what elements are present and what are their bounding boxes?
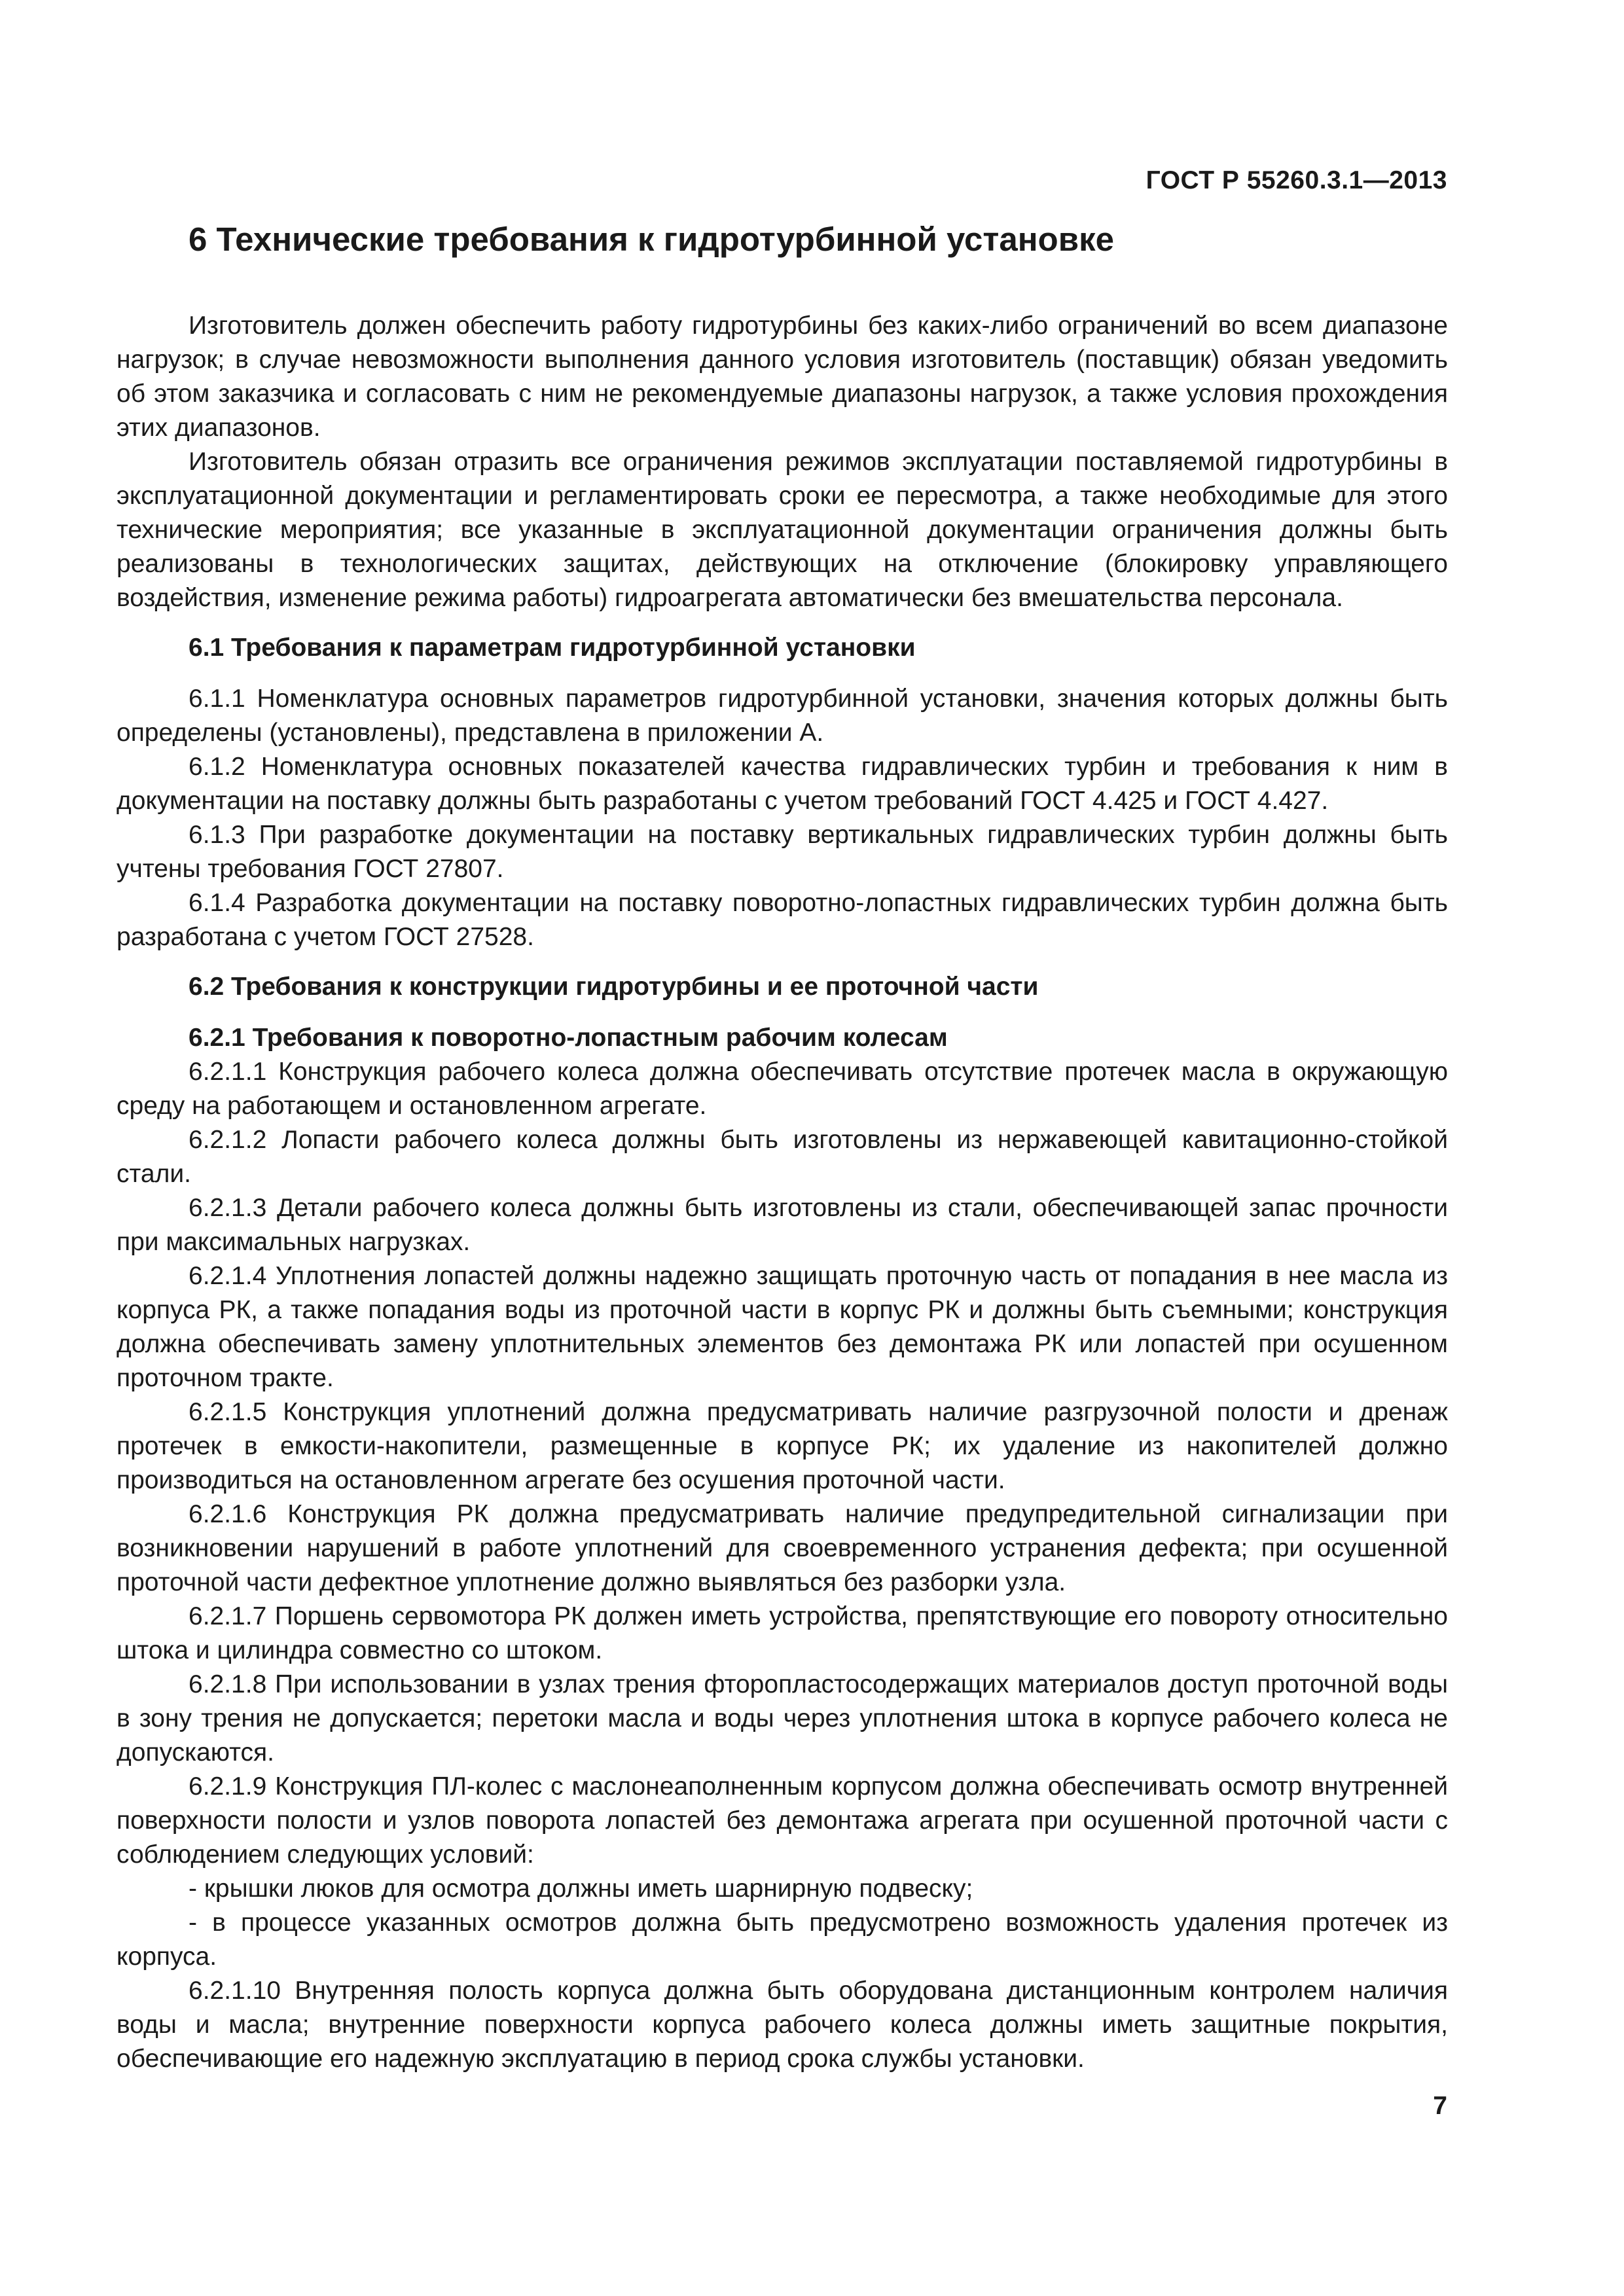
paragraph: 6.2.1.2 Лопасти рабочего колеса должны быть изготовлены из нержавеющей кавитационно-стойкой стали. bbox=[117, 1126, 1448, 1188]
paragraph: 6.2.1.3 Детали рабочего колеса должны быть изготовлены из стали, обеспечивающей запас прочности при максимальных нагрузках. bbox=[117, 1194, 1448, 1256]
page-content bbox=[117, 220, 1448, 2076]
list-item: - в процессе указанных осмотров должна быть предусмотрено возможность удаления протечек из корпуса. bbox=[117, 1909, 1448, 1971]
paragraph: 6.2.1.10 Внутренняя полость корпуса должна быть оборудована дистанционным контролем наличия воды и масла; внутренние поверхности корпуса рабочего колеса должны иметь защитные покрытия, обеспечивающие его надежную эксплуатацию в период срока службы установки. bbox=[117, 1977, 1448, 2073]
subsubsection-title: 6.2.1 Требования к поворотно-лопастным рабочим колесам bbox=[189, 1024, 948, 1052]
paragraph: 6.2.1.9 Конструкция ПЛ-колес с маслонеаполненным корпусом должна обеспечивать осмотр внутренней поверхности полости и узлов поворота лопастей без демонтажа агрегата при осушенной проточной части с соблюдением следующих условий: bbox=[117, 1772, 1448, 1869]
paragraph: 6.1.4 Разработка документации на поставку поворотно-лопастных гидравлических турбин должна быть разработана с учетом ГОСТ 27528. bbox=[117, 889, 1448, 951]
paragraph: 6.1.1 Номенклатура основных параметров гидротурбинной установки, значения которых должны быть определены (установлены), представлена в приложении А. bbox=[117, 685, 1448, 747]
list-item: - крышки люков для осмотра должны иметь шарнирную подвеску; bbox=[189, 1874, 973, 1903]
paragraph: 6.2.1.1 Конструкция рабочего колеса должна обеспечивать отсутствие протечек масла в окружающую среду на работающем и остановленном агрегате. bbox=[117, 1058, 1448, 1120]
paragraph: 6.2.1.8 При использовании в узлах трения фторопластосодержащих материалов доступ проточной воды в зону трения не допускается; перетоки масла и воды через уплотнения штока в корпусе рабочего колеса не допускаются. bbox=[117, 1670, 1448, 1767]
paragraph: Изготовитель обязан отразить все ограничения режимов эксплуатации поставляемой гидротурбины в эксплуатационной документации и регламентировать сроки ее пересмотра, а также необходимые для этого технические мероприятия; все указанные в эксплуатационной документации ограничения должны быть реализованы в технологических защитах, действующих на отключение (блокировку управляющего воздействия, изменение режима работы) гидроагрегата автоматически без вмешательства персонала. bbox=[117, 448, 1448, 612]
paragraph: 6.2.1.7 Поршень сервомотора РК должен иметь устройства, препятствующие его повороту относительно штока и цилиндра совместно со штоком. bbox=[117, 1602, 1448, 1664]
paragraph: 6.1.2 Номенклатура основных показателей качества гидравлических турбин и требования к ним в документации на поставку должны быть разработаны с учетом требований ГОСТ 4.425 и ГОСТ 4.427. bbox=[117, 753, 1448, 815]
paragraph: Изготовитель должен обеспечить работу гидротурбины без каких-либо ограничений во всем диапазоне нагрузок; в случае невозможности выполнения данного условия изготовитель (поставщик) обязан уведомить об этом заказчика и согласовать с ним не рекомендуемые диапазоны нагрузок, а также условия прохождения этих диапазонов. bbox=[117, 312, 1448, 442]
standard-code-header: ГОСТ Р 55260.3.1—2013 bbox=[1146, 166, 1447, 194]
page-number: 7 bbox=[1433, 2092, 1447, 2120]
paragraph: 6.2.1.4 Уплотнения лопастей должны надежно защищать проточную часть от попадания в нее масла из корпуса РК, а также попадания воды из проточной части в корпус РК и должны быть съемными; конструкция должна обеспечивать замену уплотнительных элементов без демонтажа РК или лопастей при осушенном проточном тракте. bbox=[117, 1262, 1448, 1392]
subsection-title: 6.2 Требования к конструкции гидротурбины и ее проточной части bbox=[189, 973, 1039, 1001]
paragraph: 6.1.3 При разработке документации на поставку вертикальных гидравлических турбин должны быть учтены требования ГОСТ 27807. bbox=[117, 821, 1448, 883]
subsection-title: 6.1 Требования к параметрам гидротурбинной установки bbox=[189, 634, 916, 662]
paragraph: 6.2.1.5 Конструкция уплотнений должна предусматривать наличие разгрузочной полости и дренаж протечек в емкости-накопители, размещенные в корпусе РК; их удаление из накопителей должно производиться на остановленном агрегате без осушения проточной части. bbox=[117, 1398, 1448, 1494]
paragraph: 6.2.1.6 Конструкция РК должна предусматривать наличие предупредительной сигнализации при возникновении нарушений в работе уплотнений для своевременного устранения дефекта; при осушенной проточной части дефектное уплотнение должно выявляться без разборки узла. bbox=[117, 1500, 1448, 1596]
section-title: 6 Технические требования к гидротурбинной установке bbox=[189, 221, 1114, 258]
